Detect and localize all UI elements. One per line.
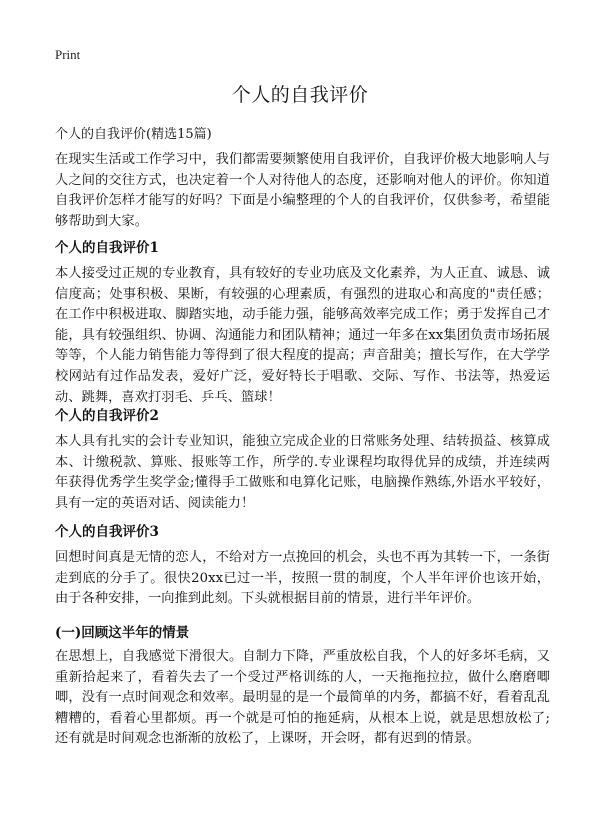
subsection-heading-review: (一)回顾这半年的情景 — [55, 625, 190, 641]
subsection-body-review: 在思想上，自我感觉下滑很大。自制力下降，严重放松自我，个人的好多坏毛病，又重新拾起来了，看着失去了一个受过严格训练的人，一天拖拖拉拉，做什么磨磨唧唧，没有一点时间观念和效率。最明显的是一个最简单的内务，都搞不好，看着乱乱糟糟的，看着心里都烦。再一个就是可怕的拖延病，从根本上说，就是思想放松了;还有就是时间观念也渐渐的放松了，上课呀，开会呀，都有迟到的情景。 — [55, 649, 550, 747]
section-body-2: 本人具有扎实的会计专业知识，能独立完成企业的日常账务处理、结转损益、核算成本、计缴税款、算账、报账等工作，所学的.专业课程均取得优异的成绩，并连续两年获得优秀学生奖学金;懂得手工做账和电算化记账，电脑操作熟练,外语水平较好，具有一定的英语对话、阅读能力！ — [55, 434, 550, 511]
section-heading-3: 个人的自我评价3 — [55, 524, 159, 540]
section-heading-1: 个人的自我评价1 — [55, 240, 159, 256]
document-title: 个人的自我评价 — [231, 84, 369, 106]
document-subtitle: 个人的自我评价(精选15篇) — [55, 127, 212, 142]
print-link[interactable]: Print — [55, 47, 81, 62]
section-heading-2: 个人的自我评价2 — [55, 408, 159, 424]
section-body-1: 本人接受过正规的专业教育，具有较好的专业功底及文化素养，为人正直、诚恳、诚信度高；处事积极、果断，有较强的心理素质，有强烈的进取心和高度的"责任感；在工作中积极进取、脚踏实地，动手能力强，能够高效率完成工作；勇于发挥自己才能，具有较强组织、协调、沟通能力和团队精神；通过一年多在xx集团负责市场拓展等等，个人能力销售能力等得到了很大程度的提高；声音甜美；擅长写作，在大学学校网站有过作品发表，爱好广泛，爱好特长于唱歌、交际、写作、书法等，热爱运动、跳舞，喜欢打羽毛、乒乓、篮球！ — [55, 266, 550, 405]
section-body-3: 回想时间真是无情的恋人，不给对方一点挽回的机会，头也不再为其转一下，一条街走到底的分手了。很快20xx已过一半，按照一贯的制度，个人半年评价也该开始，由于各种安排，一向推到此刻。下头就根据目前的情景，进行半年评价。 — [55, 550, 550, 607]
intro-paragraph: 在现实生活或工作学习中，我们都需要频繁使用自我评价，自我评价极大地影响人与人之间的交往方式，也决定着一个人对待他人的态度，还影响对他人的评价。你知道自我评价怎样才能写的好吗？下面是小编整理的个人的自我评价，仅供参考，希望能够帮助到大家。 — [55, 152, 550, 229]
